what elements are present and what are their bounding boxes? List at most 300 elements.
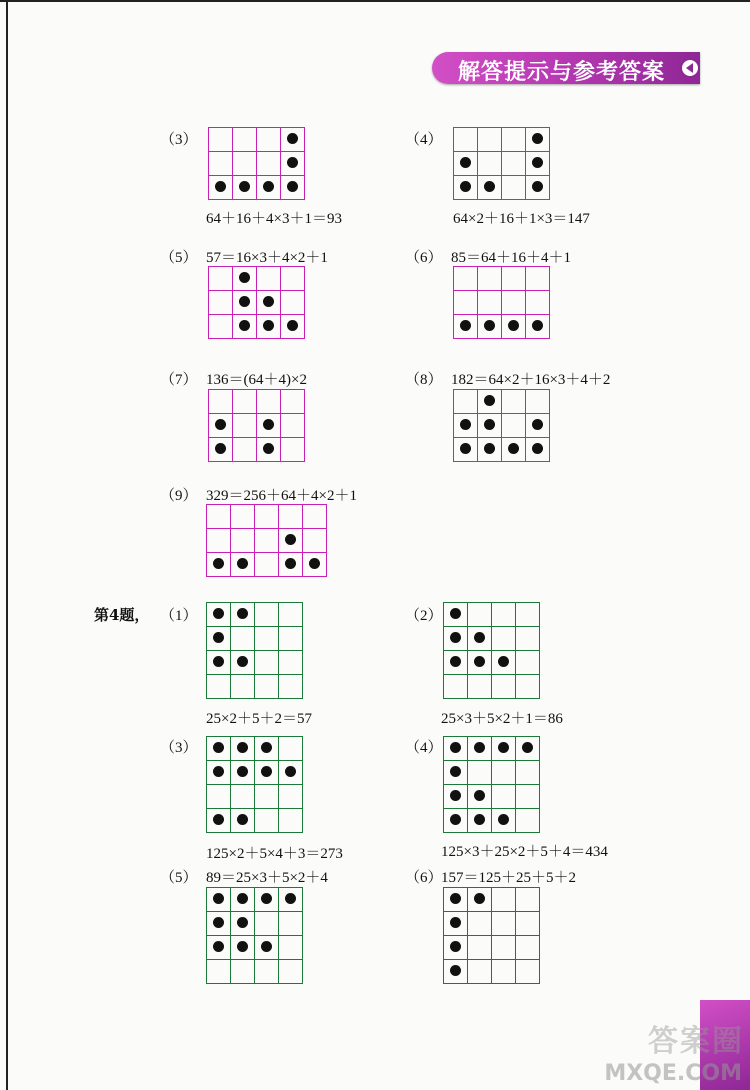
left-border: [6, 0, 8, 1090]
grid-cell: [207, 912, 231, 936]
grid-cell: [231, 809, 255, 833]
item-equation: 157＝125＋25＋5＋2: [441, 870, 577, 886]
watermark-url: MXQE.COM: [604, 1061, 742, 1086]
grid-cell: [526, 176, 550, 200]
dot-marker: [213, 558, 224, 569]
dot-marker: [522, 742, 533, 753]
grid-cell: [468, 912, 492, 936]
dot-marker: [460, 320, 471, 331]
grid-cell: [478, 267, 502, 291]
grid-cell: [255, 603, 279, 627]
dot-marker: [450, 656, 461, 667]
grid-cell: [207, 675, 231, 699]
question-4-label: 第4题，: [94, 606, 150, 624]
header-title: 解答提示与参考答案: [458, 60, 666, 85]
grid-cell: [209, 267, 233, 291]
grid-cell: [444, 960, 468, 984]
dot-marker: [508, 320, 519, 331]
item-label: （1）: [160, 608, 198, 624]
grid-cell: [233, 315, 257, 339]
grid-cell: [502, 267, 526, 291]
item-equation: 136＝(64＋4)×2: [206, 372, 307, 388]
grid-cell: [468, 809, 492, 833]
grid-cell: [468, 960, 492, 984]
grid-cell: [231, 960, 255, 984]
grid-cell: [516, 651, 540, 675]
grid-cell: [454, 152, 478, 176]
grid-cell: [454, 414, 478, 438]
grid-cell: [257, 176, 281, 200]
grid-cell: [231, 627, 255, 651]
grid-cell: [233, 438, 257, 462]
dot-marker: [532, 181, 543, 192]
dot-marker: [285, 766, 296, 777]
item-label: （4）: [405, 740, 443, 756]
grid-cell: [279, 737, 303, 761]
dot-grid: [208, 389, 305, 462]
grid-cell: [526, 128, 550, 152]
dot-grid: [206, 504, 327, 577]
dot-marker: [474, 656, 485, 667]
grid-cell: [279, 651, 303, 675]
grid-cell: [207, 505, 231, 529]
grid-cell: [468, 627, 492, 651]
grid-cell: [444, 737, 468, 761]
grid-cell: [207, 529, 231, 553]
grid-cell: [516, 627, 540, 651]
dot-marker: [239, 320, 250, 331]
dot-marker: [285, 893, 296, 904]
grid-cell: [516, 960, 540, 984]
dot-marker: [237, 893, 248, 904]
item-label: （5）: [160, 870, 198, 886]
grid-cell: [303, 505, 327, 529]
grid-cell: [526, 315, 550, 339]
grid-cell: [231, 761, 255, 785]
grid-cell: [231, 603, 255, 627]
dot-marker: [287, 320, 298, 331]
grid-cell: [209, 176, 233, 200]
item-label: （6）: [405, 250, 443, 266]
dot-marker: [460, 181, 471, 192]
grid-cell: [231, 505, 255, 529]
dot-marker: [532, 419, 543, 430]
grid-cell: [231, 912, 255, 936]
dot-grid: [206, 887, 303, 984]
grid-cell: [492, 675, 516, 699]
dot-marker: [213, 766, 224, 777]
item-equation: 125×3＋25×2＋5＋4＝434: [441, 844, 608, 860]
grid-cell: [209, 390, 233, 414]
grid-cell: [492, 785, 516, 809]
grid-cell: [207, 888, 231, 912]
grid-cell: [468, 761, 492, 785]
dot-grid: [206, 602, 303, 699]
dot-marker: [261, 941, 272, 952]
dot-marker: [287, 157, 298, 168]
dot-marker: [450, 917, 461, 928]
item-equation: 25×2＋5＋2＝57: [206, 711, 312, 727]
grid-cell: [231, 737, 255, 761]
grid-cell: [454, 291, 478, 315]
grid-cell: [516, 912, 540, 936]
grid-cell: [526, 291, 550, 315]
grid-cell: [502, 128, 526, 152]
dot-marker: [450, 814, 461, 825]
dot-grid: [443, 887, 540, 984]
grid-cell: [279, 960, 303, 984]
item-label: （6）: [405, 870, 443, 886]
grid-cell: [255, 627, 279, 651]
grid-cell: [516, 936, 540, 960]
dot-marker: [261, 742, 272, 753]
grid-cell: [255, 737, 279, 761]
grid-cell: [478, 176, 502, 200]
dot-marker: [237, 814, 248, 825]
grid-cell: [209, 291, 233, 315]
grid-cell: [255, 936, 279, 960]
grid-cell: [303, 529, 327, 553]
item-label: （4）: [405, 132, 443, 148]
grid-cell: [478, 315, 502, 339]
grid-cell: [303, 553, 327, 577]
grid-cell: [255, 912, 279, 936]
grid-cell: [516, 809, 540, 833]
dot-marker: [237, 656, 248, 667]
grid-cell: [207, 761, 231, 785]
grid-cell: [444, 651, 468, 675]
grid-cell: [526, 414, 550, 438]
dot-marker: [484, 395, 495, 406]
grid-cell: [207, 737, 231, 761]
dot-marker: [450, 893, 461, 904]
item-label: （8）: [405, 372, 443, 388]
dot-marker: [498, 742, 509, 753]
grid-cell: [281, 128, 305, 152]
grid-cell: [478, 128, 502, 152]
grid-cell: [492, 960, 516, 984]
grid-cell: [279, 553, 303, 577]
item-equation: 329＝256＋64＋4×2＋1: [206, 488, 357, 504]
grid-cell: [255, 888, 279, 912]
dot-grid: [208, 127, 305, 200]
dot-marker: [239, 296, 250, 307]
dot-marker: [237, 558, 248, 569]
dot-marker: [450, 965, 461, 976]
grid-cell: [279, 627, 303, 651]
dot-grid: [208, 266, 305, 339]
grid-cell: [231, 785, 255, 809]
grid-cell: [492, 737, 516, 761]
dot-marker: [474, 893, 485, 904]
grid-cell: [279, 936, 303, 960]
grid-cell: [468, 888, 492, 912]
dot-marker: [309, 558, 320, 569]
grid-cell: [257, 128, 281, 152]
dot-marker: [484, 443, 495, 454]
grid-cell: [257, 152, 281, 176]
grid-cell: [279, 505, 303, 529]
grid-cell: [444, 912, 468, 936]
grid-cell: [454, 390, 478, 414]
dot-marker: [263, 320, 274, 331]
grid-cell: [468, 785, 492, 809]
grid-cell: [502, 291, 526, 315]
dot-marker: [450, 941, 461, 952]
dot-marker: [287, 133, 298, 144]
grid-cell: [207, 553, 231, 577]
dot-marker: [285, 534, 296, 545]
grid-cell: [502, 315, 526, 339]
grid-cell: [444, 761, 468, 785]
item-equation: 182＝64×2＋16×3＋4＋2: [451, 372, 611, 388]
grid-cell: [231, 888, 255, 912]
dot-marker: [474, 742, 485, 753]
grid-cell: [255, 809, 279, 833]
dot-marker: [239, 181, 250, 192]
dot-marker: [450, 766, 461, 777]
grid-cell: [233, 176, 257, 200]
grid-cell: [492, 761, 516, 785]
dot-marker: [263, 296, 274, 307]
dot-marker: [213, 941, 224, 952]
dot-grid: [206, 736, 303, 833]
dot-marker: [215, 443, 226, 454]
dot-marker: [450, 742, 461, 753]
grid-cell: [281, 176, 305, 200]
grid-cell: [492, 627, 516, 651]
item-equation: 64＋16＋4×3＋1＝93: [206, 211, 342, 227]
dot-marker: [261, 893, 272, 904]
dot-marker: [498, 656, 509, 667]
dot-marker: [263, 181, 274, 192]
grid-cell: [516, 603, 540, 627]
dot-marker: [532, 133, 543, 144]
item-label: （9）: [160, 488, 198, 504]
grid-cell: [279, 888, 303, 912]
grid-cell: [233, 390, 257, 414]
dot-marker: [450, 632, 461, 643]
grid-cell: [516, 785, 540, 809]
dot-marker: [484, 181, 495, 192]
item-equation: 125×2＋5×4＋3＝273: [206, 846, 343, 862]
grid-cell: [444, 888, 468, 912]
grid-cell: [207, 651, 231, 675]
grid-cell: [281, 291, 305, 315]
dot-marker: [237, 917, 248, 928]
dot-marker: [508, 443, 519, 454]
item-equation: 57＝16×3＋4×2＋1: [206, 250, 328, 266]
dot-marker: [460, 157, 471, 168]
grid-cell: [233, 291, 257, 315]
dot-grid: [443, 736, 540, 833]
grid-cell: [454, 128, 478, 152]
dot-marker: [213, 742, 224, 753]
grid-cell: [255, 761, 279, 785]
dot-marker: [460, 419, 471, 430]
grid-cell: [492, 809, 516, 833]
grid-cell: [526, 438, 550, 462]
dot-marker: [484, 419, 495, 430]
grid-cell: [281, 390, 305, 414]
grid-cell: [209, 128, 233, 152]
dot-marker: [237, 941, 248, 952]
dot-grid: [443, 602, 540, 699]
grid-cell: [468, 675, 492, 699]
dot-marker: [237, 766, 248, 777]
dot-marker: [460, 443, 471, 454]
dot-grid: [453, 389, 550, 462]
item-label: （2）: [405, 608, 443, 624]
dot-marker: [474, 790, 485, 801]
item-label: （3）: [160, 740, 198, 756]
grid-cell: [209, 438, 233, 462]
grid-cell: [281, 315, 305, 339]
grid-cell: [231, 936, 255, 960]
grid-cell: [209, 414, 233, 438]
grid-cell: [492, 651, 516, 675]
grid-cell: [281, 152, 305, 176]
dot-marker: [261, 766, 272, 777]
dot-marker: [237, 608, 248, 619]
grid-cell: [478, 438, 502, 462]
grid-cell: [502, 438, 526, 462]
grid-cell: [468, 651, 492, 675]
dot-marker: [263, 443, 274, 454]
dot-marker: [213, 814, 224, 825]
grid-cell: [516, 675, 540, 699]
grid-cell: [257, 291, 281, 315]
grid-cell: [281, 414, 305, 438]
grid-cell: [255, 553, 279, 577]
grid-cell: [207, 809, 231, 833]
grid-cell: [207, 960, 231, 984]
grid-cell: [255, 651, 279, 675]
grid-cell: [492, 888, 516, 912]
dot-marker: [213, 917, 224, 928]
dot-marker: [213, 632, 224, 643]
grid-cell: [279, 675, 303, 699]
dot-marker: [237, 742, 248, 753]
dot-marker: [213, 656, 224, 667]
grid-cell: [231, 675, 255, 699]
grid-cell: [516, 888, 540, 912]
dot-grid: [453, 127, 550, 200]
grid-cell: [468, 603, 492, 627]
back-arrow-icon: [680, 58, 700, 78]
grid-cell: [255, 529, 279, 553]
grid-cell: [255, 505, 279, 529]
grid-cell: [454, 438, 478, 462]
grid-cell: [231, 553, 255, 577]
dot-marker: [474, 814, 485, 825]
grid-cell: [478, 414, 502, 438]
grid-cell: [209, 152, 233, 176]
grid-cell: [454, 176, 478, 200]
grid-cell: [444, 603, 468, 627]
dot-marker: [213, 608, 224, 619]
grid-cell: [279, 761, 303, 785]
item-label: （7）: [160, 372, 198, 388]
grid-cell: [444, 809, 468, 833]
grid-cell: [233, 414, 257, 438]
item-equation: 89＝25×3＋5×2＋4: [206, 870, 328, 886]
grid-cell: [468, 737, 492, 761]
item-label: （5）: [160, 250, 198, 266]
item-equation: 25×3＋5×2＋1＝86: [441, 711, 563, 727]
grid-cell: [502, 390, 526, 414]
grid-cell: [492, 936, 516, 960]
grid-cell: [502, 176, 526, 200]
dot-marker: [215, 181, 226, 192]
grid-cell: [233, 152, 257, 176]
grid-cell: [279, 912, 303, 936]
item-equation: 64×2＋16＋1×3＝147: [453, 211, 590, 227]
grid-cell: [281, 267, 305, 291]
top-border: [0, 0, 750, 2]
grid-cell: [209, 315, 233, 339]
grid-cell: [207, 627, 231, 651]
dot-marker: [484, 320, 495, 331]
grid-cell: [233, 128, 257, 152]
grid-cell: [478, 390, 502, 414]
grid-cell: [257, 267, 281, 291]
grid-cell: [444, 627, 468, 651]
dot-grid: [453, 266, 550, 339]
grid-cell: [454, 267, 478, 291]
grid-cell: [257, 414, 281, 438]
grid-cell: [257, 438, 281, 462]
grid-cell: [516, 761, 540, 785]
grid-cell: [526, 390, 550, 414]
grid-cell: [478, 291, 502, 315]
grid-cell: [255, 960, 279, 984]
grid-cell: [207, 603, 231, 627]
grid-cell: [255, 675, 279, 699]
grid-cell: [257, 390, 281, 414]
grid-cell: [279, 603, 303, 627]
grid-cell: [255, 785, 279, 809]
dot-marker: [474, 632, 485, 643]
grid-cell: [281, 438, 305, 462]
grid-cell: [444, 785, 468, 809]
grid-cell: [526, 152, 550, 176]
grid-cell: [233, 267, 257, 291]
dot-marker: [532, 443, 543, 454]
grid-cell: [478, 152, 502, 176]
grid-cell: [207, 785, 231, 809]
watermark-logo: 答案圈: [648, 1024, 744, 1059]
grid-cell: [492, 912, 516, 936]
dot-marker: [450, 608, 461, 619]
grid-cell: [502, 152, 526, 176]
grid-cell: [279, 529, 303, 553]
item-equation: 85＝64＋16＋4＋1: [451, 250, 572, 266]
grid-cell: [502, 414, 526, 438]
grid-cell: [257, 315, 281, 339]
dot-marker: [239, 272, 250, 283]
grid-cell: [516, 737, 540, 761]
dot-marker: [532, 320, 543, 331]
grid-cell: [444, 675, 468, 699]
dot-marker: [285, 558, 296, 569]
item-label: （3）: [160, 132, 198, 148]
grid-cell: [444, 936, 468, 960]
grid-cell: [279, 809, 303, 833]
grid-cell: [207, 936, 231, 960]
dot-marker: [450, 790, 461, 801]
grid-cell: [279, 785, 303, 809]
